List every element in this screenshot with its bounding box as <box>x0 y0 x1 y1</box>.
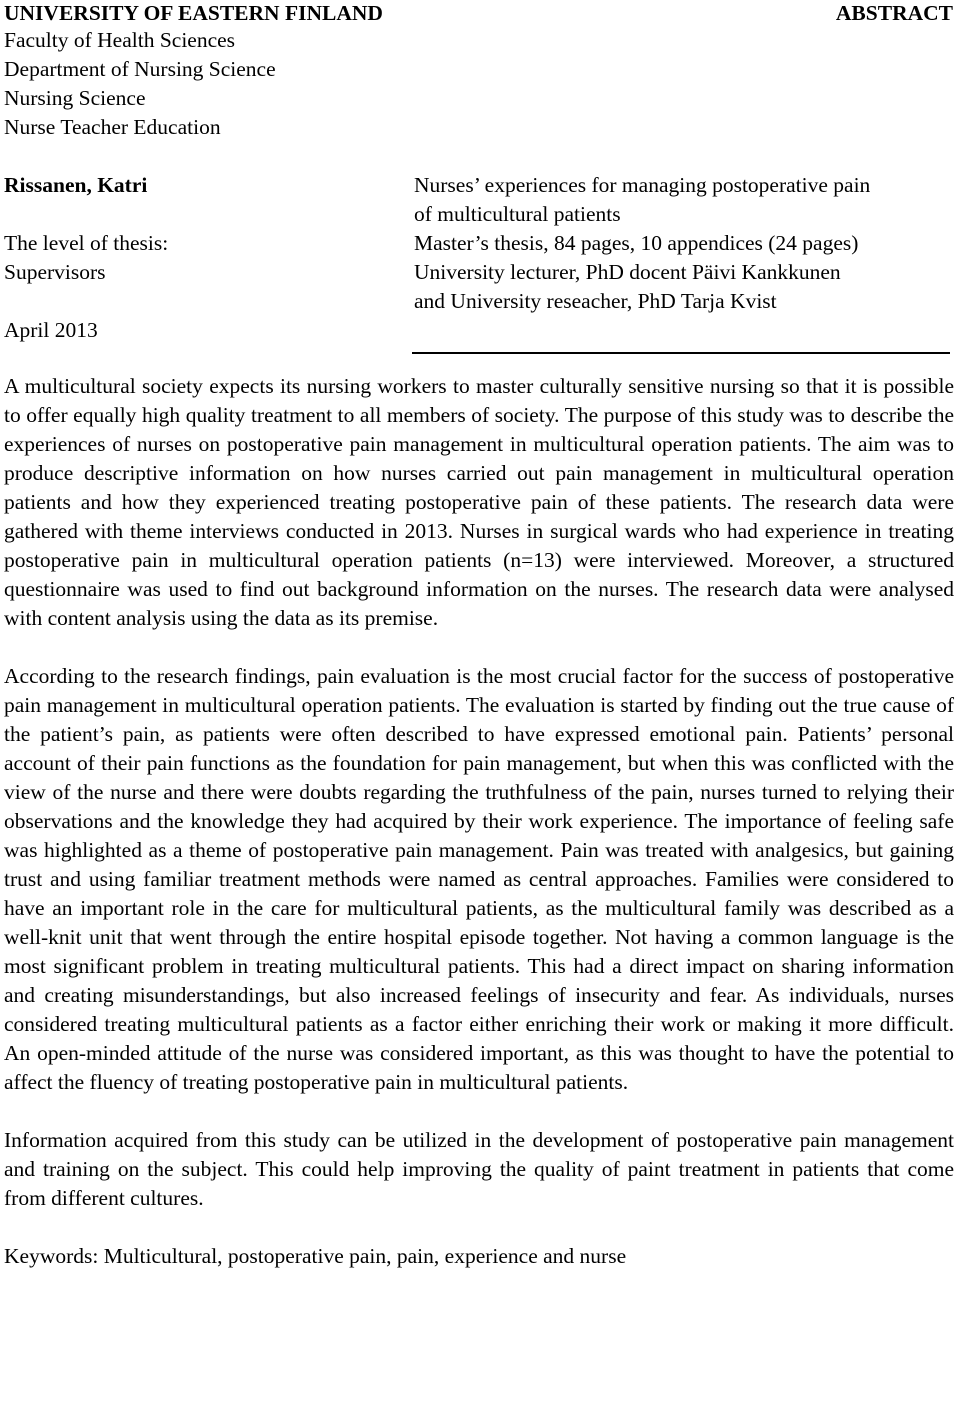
supervisors-line1: University lecturer, PhD docent Päivi Kankkunen <box>414 260 841 284</box>
department-line: Department of Nursing Science <box>4 57 276 81</box>
subject-line: Nursing Science <box>4 86 146 110</box>
faculty-line: Faculty of Health Sciences <box>4 28 236 52</box>
level-row <box>4 229 954 258</box>
thesis-title-line2: of multicultural patients <box>414 202 621 226</box>
empty-label <box>4 287 414 316</box>
empty-label <box>4 200 414 229</box>
level-label: The level of thesis: <box>4 231 169 255</box>
thesis-title-line1: Nurses’ experiences for managing postoperative pain <box>414 173 871 197</box>
supervisors-label: Supervisors <box>4 260 106 284</box>
level-value: Master’s thesis, 84 pages, 10 appendices (24 pages) <box>414 231 859 255</box>
abstract-label: ABSTRACT <box>835 1 953 25</box>
abstract-paragraph-2: According to the research findings, pain evaluation is the most crucial factor for the success of postoperative pain management in multicultural operation patients. The evaluation is started by finding out the true cause of the patient’s pain, as patients were often described to have expressed emotional pain. Patients’ personal account of their pain functions as the foundation for pain management, but when this was conflicted with the view of the nurse and there were doubts regarding the truthfulness of the pain, nurses turned to relying their observations and the knowledge they had acquired by their work experience. The importance of feeling safe was highlighted as a theme of postoperative pain management. Pain was treated with analgesics, but gaining trust and using familiar treatment methods were named as central approaches. Families were considered to have an important role in the care for multicultural patients, as the multicultural family was described as a well-knit unit that went through the entire hospital episode together. Not having a common language is the most significant problem in treating multicultural patients. This had a direct impact on sharing information and creating misunderstandings, but also increased feelings of insecurity and fear. As individuals, nurses considered treating multicultural patients as a factor either enriching their work or making it more difficult. An open-minded attitude of the nurse was considered important, as this was thought to have the potential to affect the fluency of treating postoperative pain in multicultural patients. <box>4 664 954 1094</box>
thesis-metadata <box>4 171 954 345</box>
header-top-row <box>4 0 952 26</box>
supervisors-row-2 <box>4 287 954 316</box>
author-row <box>4 171 954 200</box>
date-row <box>4 316 954 345</box>
title-row-2 <box>4 200 954 229</box>
header-divider <box>412 352 950 354</box>
thesis-date: April 2013 <box>4 318 98 342</box>
abstract-paragraph-3: Information acquired from this study can be utilized in the development of postoperative pain management and training on the subject. This could help improving the quality of paint treatment in patients that come from different cultures. <box>4 1128 954 1210</box>
supervisors-line2: and University reseacher, PhD Tarja Kvist <box>414 289 777 313</box>
empty-value <box>414 316 954 345</box>
author-name: Rissanen, Katri <box>4 173 148 197</box>
supervisors-row <box>4 258 954 287</box>
document-header <box>4 0 952 142</box>
keywords-line: Keywords: Multicultural, postoperative pain, pain, experience and nurse <box>4 1244 627 1268</box>
programme-line: Nurse Teacher Education <box>4 115 221 139</box>
abstract-paragraph-1: A multicultural society expects its nursing workers to master culturally sensitive nursing so that it is possible to offer equally high quality treatment to all members of society. The purpose of this study was to describe the experiences of nurses on postoperative pain management in multicultural operation patients. The aim was to produce descriptive information on how nurses carried out pain management in multicultural operation patients and how they experienced treating postoperative pain of these patients. The research data were gathered with theme interviews conducted in 2013. Nurses in surgical wards who had experience in treating postoperative pain in multicultural operation patients (n=13) were interviewed. Moreover, a structured questionnaire was used to find out background information on the nurses. The research data were analysed with content analysis using the data as its premise. <box>4 374 954 630</box>
abstract-body <box>4 372 954 1271</box>
university-name: UNIVERSITY OF EASTERN FINLAND <box>4 1 383 25</box>
